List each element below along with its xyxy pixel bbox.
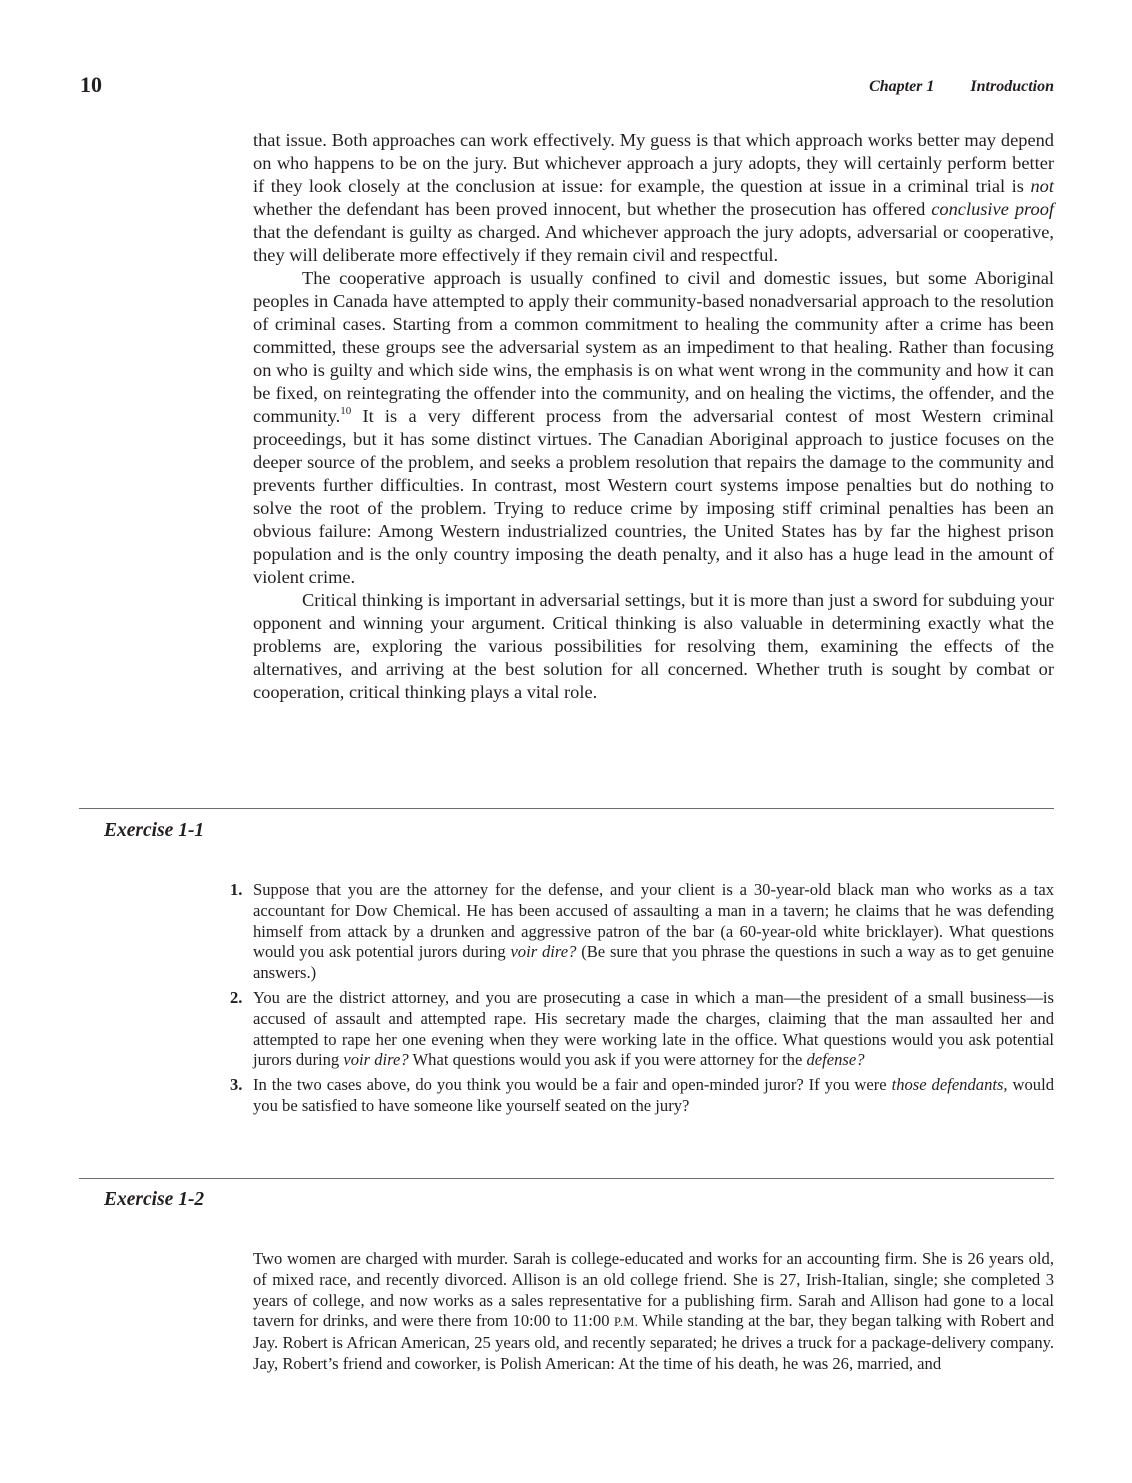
item-text: would you be satisfied to have someone like yourself seated on the jury? [253,1075,1054,1115]
running-head [869,76,1054,98]
paragraph-1 [253,129,1054,267]
exercise-item [230,988,1054,1071]
item-emphasis: those defendants, [891,1075,1008,1095]
paragraph-3: Critical thinking is important in adversarial settings, but it is more than just a sword for subduing your opponent and winning your argument. Critical thinking is also valuable in determining exactly what the problems are, exploring the various possibilities for resolving them, examining the effects of the alternatives, and arriving at the best solution for all concerned. Whether truth is sought by combat or cooperation, critical thinking plays a vital role. [253,590,1054,702]
section-divider-2 [79,1178,1054,1179]
p1-text-c: that the defendant is guilty as charged. And whichever approach the jury adopts, adversarial or cooperative, they will deliberate more effectively if they remain civil and respectful. [253,222,1054,265]
p2-text-b: It is a very different process from the adversarial contest of most Western criminal proceedings, but it has some distinct virtues. The Canadian Aboriginal approach to justice focuses on the deeper source of the problem, and seeks a problem resolution that repairs the damage to the community and prevents further difficulties. In contrast, most Western court systems impose penalties but do nothing to solve the root of the problem. Trying to reduce crime by imposing stiff criminal penalties has been an obvious failure: Among Western industrialized countries, the United States has by far the highest prison population and is the only country imposing the death penalty, and it also has a huge lead in the amount of violent crime. [253,406,1054,587]
item-number: 3. [230,1075,243,1095]
item-number: 1. [230,880,243,899]
p1-text-a: that issue. Both approaches can work effectively. My guess is that which approach works better may depend on who happens to be on the jury. But whichever approach a jury adopts, they will certainly perform better if they look closely at the conclusion at issue: for example, the question at issue in a criminal trial is [253,130,1054,196]
item-emphasis: voir dire? [510,942,577,962]
paragraph-2 [253,267,1054,589]
p2-text-a: The cooperative approach is usually confined to civil and domestic issues, but some Aboriginal peoples in Canada have attempted to apply their community-based nonadversarial approach to the resolution of criminal cases. Starting from a common commitment to healing the community after a crime has been committed, these groups see the adversarial system as an impediment to that healing. Rather than focusing on who is guilty and which side wins, the emphasis is on what went wrong in the community and how it can be fixed, on reintegrating the offender into the community, and on healing the victims, the offender, and the community. [253,268,1054,426]
exercise-2-text [253,1249,1054,1375]
footnote-marker: 10 [340,404,352,417]
p1-text-b: whether the defendant has been proved innocent, but whether the prosecution has offered [253,199,932,219]
chapter-label: Chapter 1 [869,78,935,95]
exercise-item [230,880,1054,984]
p1-emphasis-conclusive-proof: conclusive proof [931,199,1054,219]
exercise-2-text-a: Two women are charged with murder. Sarah is college-educated and works for an accounting firm. She is 26 years old, of mixed race, and recently divorced. Allison is an old college friend. She is 27, Irish-Italian, single; she completed 3 years of college, and now works as a sales representative for a publishing firm. Sarah and Allison had gone to a local tavern for drinks, and were there from 10:00 to 11:00 [253,1249,1054,1331]
item-emphasis: defense? [806,1050,865,1070]
item-number: 2. [230,987,243,1007]
section-label: Introduction [970,78,1054,95]
item-text: What questions would you ask if you were attorney for the [408,1050,807,1070]
item-text: Suppose that you are the attorney for the defense, and your client is a 30-year-old black man who works as a tax accountant for Dow Chemical. He has been accused of assaulting a man in a tavern; he claims that he was defending himself from attack by a drunken and aggressive patron of the bar (a 60-year-old white bricklayer). What questions would you ask potential jurors during [253,880,1054,962]
exercise-item [230,1075,1054,1117]
exercise-2-text-b: While standing at the bar, they began talking with Robert and Jay. Robert is African American, 25 years old, and recently separated; he drives a truck for a package-delivery company. Jay, Robert’s friend and coworker, is Polish American: At the time of his death, he was 26, married, and [253,1311,1054,1373]
item-text: (Be sure that you phrase the questions in such a way as to get genuine answers.) [253,942,1054,983]
exercise-2-heading: Exercise 1-2 [104,1189,205,1210]
item-text: You are the district attorney, and you are prosecuting a case in which a man—the president of a small business—is accused of assault and attempted rape. His secretary made the charges, claiming that the man assaulted her and attempted to rape her one evening when they were working late in the office. What questions would you ask potential jurors during [253,987,1054,1070]
exercise-1-heading: Exercise 1-1 [104,820,205,841]
exercise-1-list [230,880,1054,1121]
item-emphasis: voir dire? [343,1050,409,1070]
item-text: In the two cases above, do you think you would be a fair and open-minded juror? If you were [253,1075,892,1095]
section-divider-1 [79,808,1054,809]
time-pm-label: P.M. [614,1315,639,1330]
page-number: 10 [80,72,102,97]
main-body-text [253,129,1054,704]
p1-emphasis-not: not [1030,176,1054,196]
